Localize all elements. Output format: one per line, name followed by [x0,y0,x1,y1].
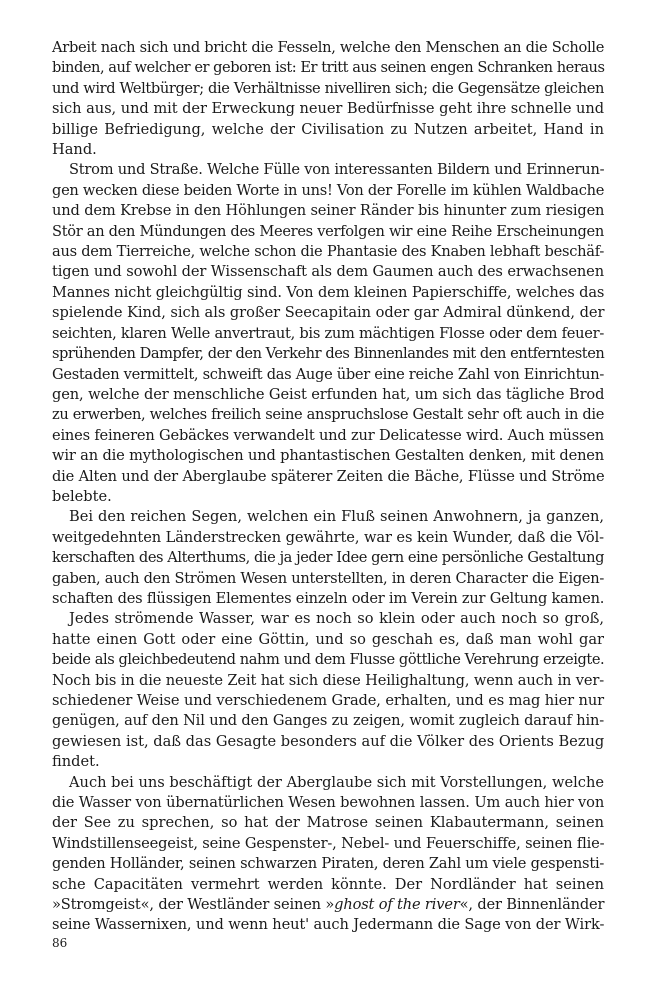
text-segment: Windstillenseegeist, seine Gespenster-, Nebel- und Feuerschiffe, seinen flie- [52,834,605,852]
page-number: 86 [52,936,68,950]
text-segment: seichten, klaren Welle anvertraut, bis zum mächtigen Flosse oder dem feuer- [52,324,604,342]
text-line [52,120,604,140]
text-segment: die Wasser von übernatürlichen Wesen bewohnen lassen. Um auch hier von [52,794,605,812]
text-segment: spielende Kind, sich als großer Seecapitain oder gar Admiral dünkend, der [52,304,605,322]
text-line [52,385,604,405]
text-segment: findet. [52,753,100,771]
text-line [52,813,604,833]
text-line [52,405,604,425]
text-line [52,58,604,78]
text-line [52,793,604,813]
text-segment: Bei den reichen Segen, welchen ein Fluß seinen Anwohnern, ja ganzen, [69,508,604,526]
text-segment: genden Holländer, seinen schwarzen Piraten, deren Zahl um viele gespensti- [52,855,605,873]
text-segment: Mannes nicht gleichgültig sind. Von dem kleinen Papierschiffe, welches das [52,283,605,301]
text-line [52,242,604,262]
text-segment: gen, welche der menschliche Geist erfunden hat, um sich das tägliche Brod [52,385,605,403]
text-line [52,589,604,609]
text-line [52,548,604,568]
text-segment: zu erwerben, welches freilich seine anspruchslose Gestalt sehr oft auch in die [52,406,604,424]
text-line [52,834,604,854]
text-line [52,875,604,895]
text-line [52,507,604,527]
text-line [52,324,604,344]
italic-text-segment: ghost of the river [334,896,460,914]
text-line [52,528,604,548]
text-segment: Stör an den Mündungen des Meeres verfolgen wir eine Reihe Erscheinungen [52,222,604,240]
text-segment: gaben, auch den Strömen Wesen unterstellten, in deren Character die Eigen- [52,569,605,587]
text-line [52,650,604,670]
text-line [52,344,604,364]
text-segment: weitgedehnten Länderstrecken gewährte, war es kein Wunder, daß die Völ- [52,528,604,546]
text-segment: Noch bis in die neueste Zeit hat sich diese Heilighaltung, wenn auch in ver- [52,671,605,689]
text-segment: Hand. [52,141,97,159]
text-line [52,752,604,772]
text-line [52,773,604,793]
text-segment: beide als gleichbedeutend nahm und dem Flusse göttliche Verehrung erzeigte. [52,651,605,669]
text-segment: genügen, auf den Nil und den Ganges zu zeigen, womit zugleich darauf hin- [52,712,604,730]
text-line [52,38,604,58]
text-segment: wir an die mythologischen und phantastischen Gestalten denken, mit denen [52,447,604,465]
text-line [52,426,604,446]
text-line [52,487,604,507]
text-line [52,711,604,731]
text-line [52,895,604,915]
text-segment: schiedener Weise und verschiedenem Grade, erhalten, und es mag hier nur [52,692,604,709]
text-segment: sche Capacitäten vermehrt werden könnte. Der Nordländer hat seinen [52,875,604,893]
page-body-text [52,38,604,936]
text-segment: seine Wassernixen, und wenn heut' auch Jedermann die Sage von der Wirk- [52,916,605,934]
text-segment: Auch bei uns beschäftigt der Aberglaube sich mit Vorstellungen, welche [69,773,604,791]
text-segment: gewiesen ist, daß das Gesagte besonders auf die Völker des Orients Bezug [52,732,605,750]
text-segment: der See zu sprechen, so hat der Matrose seinen Klabautermann, seinen [52,814,604,832]
text-line [52,467,604,487]
text-line [52,365,604,385]
text-segment: und dem Krebse in den Höhlungen seiner Ränder bis hinunter zum riesigen [52,202,605,220]
text-segment: Arbeit nach sich und bricht die Fesseln, welche den Menschen an die Scholle [52,39,605,56]
text-segment: schaften des flüssigen Elementes einzeln oder im Verein zur Geltung kamen. [52,589,605,607]
text-line [52,915,604,935]
text-segment: binden, auf welcher er geboren ist: Er tritt aus seinen engen Schranken heraus [52,59,605,77]
text-segment: Jedes strömende Wasser, war es noch so klein oder auch noch so groß, [69,610,604,628]
text-segment: sich aus, und mit der Erweckung neuer Bedürfnisse geht ihre schnelle und [52,100,604,118]
text-segment: gen wecken diese beiden Worte in uns! Von der Forelle im kühlen Waldbache [52,181,605,199]
text-segment: sprühenden Dampfer, der den Verkehr des Binnenlandes mit den entferntesten [52,345,605,363]
text-line [52,99,604,119]
text-line [52,140,604,160]
text-line [52,569,604,589]
text-segment: eines feineren Gebäckes verwandelt und zur Delicatesse wird. Auch müssen [52,426,604,444]
text-line [52,181,604,201]
text-segment: »Stromgeist«, der Westländer seinen » [52,896,335,914]
text-line [52,732,604,752]
text-segment: Gestaden vermittelt, schweift das Auge über eine reiche Zahl von Einrichtun- [52,365,604,383]
text-segment: die Alten und der Aberglaube späterer Zeiten die Bäche, Flüsse und Ströme [52,467,605,485]
text-segment: belebte. [52,487,112,505]
text-segment: «, der Binnenländer [459,896,605,914]
text-line [52,262,604,282]
text-segment: billige Befriedigung, welche der Civilisation zu Nutzen arbeitet, Hand in [52,120,604,138]
text-line [52,303,604,323]
text-line [52,79,604,99]
text-segment: Strom und Straße. Welche Fülle von interessanten Bildern und Erinnerun- [69,161,605,179]
text-segment: kerschaften des Alterthums, die ja jeder Idee gern eine persönliche Gestaltung [52,549,604,567]
text-line [52,609,604,629]
text-segment: und wird Weltbürger; die Verhältnisse nivelliren sich; die Gegensätze gleichen [52,79,604,97]
text-line [52,630,604,650]
text-line [52,671,604,691]
text-line [52,160,604,180]
text-segment: hatte einen Gott oder eine Göttin, und so geschah es, daß man wohl gar [52,630,604,648]
text-line [52,854,604,874]
text-line [52,283,604,303]
text-segment: tigen und sowohl der Wissenschaft als dem Gaumen auch des erwachsenen [52,263,604,281]
text-line [52,691,604,711]
text-line [52,201,604,221]
text-line [52,446,604,466]
text-segment: aus dem Tierreiche, welche schon die Phantasie des Knaben lebhaft beschäf- [52,243,604,261]
text-line [52,222,604,242]
